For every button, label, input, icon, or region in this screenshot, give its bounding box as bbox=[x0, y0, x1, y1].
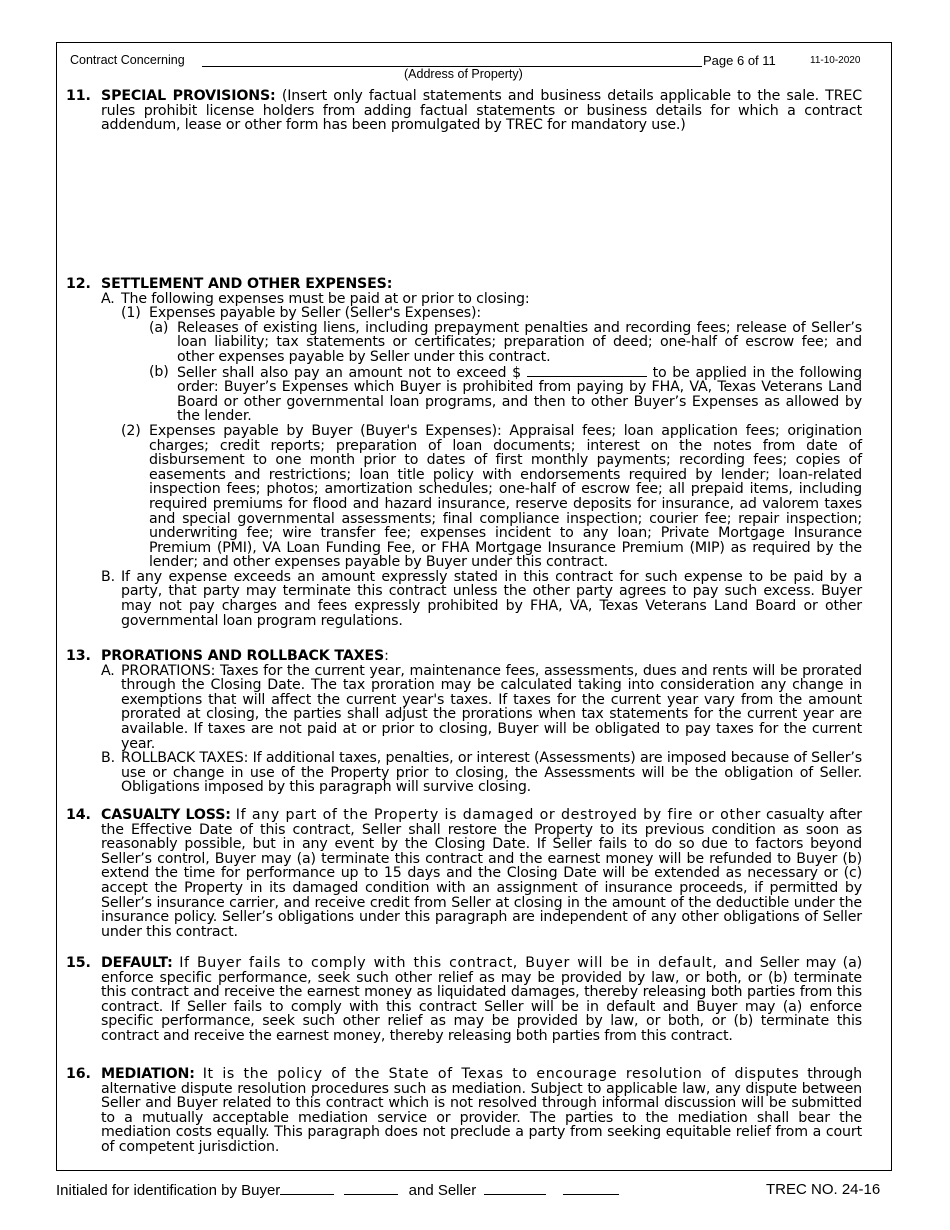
paragraph-12a2: Expenses payable by Buyer (Buyer's Expenses): Appraisal fees; loan application fees; origination charges; credit reports; preparation of loan documents; interest on the notes from date of disbursement to one month prior to dates of first monthly payments; recording fees; copies of easements and restrictions; loan title policy with endorsements required by lender; loan-related inspection fees; photos; amortization schedules; one-half of escrow fee; all prepaid items, including required premiums for flood and hazard insurance, reserve deposits for insurance, ad valorem taxes and special governmental assessments; final compliance inspection; courier fee; repair inspection; underwriting fee; wire transfer fee; expenses incident to any loan; Private Mortgage Insurance Premium (PMI), VA Loan Funding Fee, or FHA Mortgage Insurance Premium (MIP) as required by the lender; and other expenses payable by Buyer under this contract. bbox=[149, 422, 862, 571]
section-number: 13. bbox=[66, 648, 91, 664]
section-title: CASUALTY LOSS: bbox=[101, 807, 231, 823]
paragraph-13a: PRORATIONS: Taxes for the current year, maintenance fees, assessments, dues and rents will be prorated through the Closing Date. The tax proration may be calculated taking into consideration any change in exemptions that will affect the current year's taxes. If taxes for the current year vary from the amount prorated at closing, the parties shall adjust the prorations when tax statements for the current year are available. If taxes are not paid at or prior to closing, Buyer will be obligated to pay taxes for the current year. bbox=[121, 662, 862, 752]
section-16: 16. MEDIATION: It is the policy of the State of Texas to encourage resolution of disputes through alternative dispute resolution procedures such as mediation. Subject to applicable law, any dispute between Seller and Buyer related to this contract which is not resolved through informal discussion will be submitted to a mutually acceptable mediation service or provider. The parties to the mediation shall bear the mediation costs equally. This paragraph does not preclude a party from seeking equitable relief from a court of competent jurisdiction. bbox=[66, 1066, 862, 1155]
buyer-initial-1[interactable] bbox=[280, 1181, 334, 1195]
section-number: 16. bbox=[66, 1066, 91, 1082]
paragraph-12a1a: Releases of existing liens, including prepayment penalties and recording fees; release of Seller’s loan liability; tax statements or certificates; preparation of deed; one-half of escrow fee; and other expenses payable by Seller under this contract. bbox=[177, 319, 862, 365]
section-12: 12. SETTLEMENT AND OTHER EXPENSES: A. The following expenses must be paid at or prior to closing: (1) Expenses payable by Seller (Seller's Expenses): (a) Releases of existing liens, including prepayment penalties and recording fees; release of Seller’s loan liability; tax statements or certificates; preparation of deed; one-half of escrow fee; and other expenses payable by Seller under this contract. (b) Seller shall also pay an amount not to exceed $ to be applied in the following order: Buyer’s Expenses which Buyer is prohibited from paying by FHA, VA, Texas Veterans Land Board or other governmental loan programs, and then to other Buyer’s Expenses as allowed by the lender. (2) Expenses payable by Buyer (Buyer's Expenses): Appraisal fees; loan application fees; origination charges; credit reports; preparation of loan documents; interest on the notes from date of disbursement to one month prior to dates of first monthly payments; recording fees; copies of easements and restrictions; loan title policy with endorsements required by lender; loan-related inspection fees; photos; amortization schedules; one-half of escrow fee; all prepaid items, including required premiums for flood and hazard insurance, reserve deposits for insurance, ad valorem taxes and special governmental assessments; final compliance inspection; courier fee; repair inspection; underwriting fee; wire transfer fee; expenses incident to any loan; Private Mortgage Insurance Premium (PMI), VA Loan Funding Fee, or FHA Mortgage Insurance Premium (MIP) as required by the lender; and other expenses payable by Buyer under this contract. B. If any expense exceeds an amount expressly stated in this contract for such expense to be paid by a party, that party may terminate this contract unless the other party agrees to pay such excess. Buyer may not pay charges and fees expressly prohibited by FHA, VA, Texas Veterans Land Board or other governmental loan program regulations. bbox=[66, 276, 862, 629]
section-title: DEFAULT: bbox=[101, 955, 173, 971]
paragraph-13b: ROLLBACK TAXES: If additional taxes, penalties, or interest (Assessments) are imposed because of Seller’s use or change in use of the Property prior to closing, the Assessments will be the obligation of Seller. Obligations imposed by this paragraph will survive closing. bbox=[121, 750, 862, 796]
paragraph-12a1b: Seller shall also pay an amount not to exceed $ to be applied in the following order: Buyer’s Expenses which Buyer is prohibited from paying by FHA, VA, Texas Veterans Land Board or other governmental loan programs, and then to other Buyer’s Expenses as allowed by the lender. bbox=[177, 364, 862, 425]
section-title: PRORATIONS AND ROLLBACK TAXES bbox=[101, 648, 385, 664]
paragraph-12b: If any expense exceeds an amount expressly stated in this contract for such expense to be paid by a party, that party may terminate this contract unless the other party agrees to pay such excess. Buyer may not pay charges and fees expressly prohibited by FHA, VA, Texas Veterans Land Board or other governmental loan program regulations. bbox=[121, 568, 862, 629]
section-13: 13. PRORATIONS AND ROLLBACK TAXES: A. PRORATIONS: Taxes for the current year, maintenance fees, assessments, dues and rents will be prorated through the Closing Date. The tax proration may be calculated taking into consideration any change in exemptions that will affect the current year's taxes. If taxes for the current year vary from the amount prorated at closing, the parties shall adjust the prorations when tax statements for the current year are available. If taxes are not paid at or prior to closing, Buyer will be obligated to pay taxes for the current year. B. ROLLBACK TAXES: If additional taxes, penalties, or interest (Assessments) are imposed because of Seller’s use or change in use of the Property prior to closing, the Assessments will be the obligation of Seller. Obligations imposed by this paragraph will survive closing. bbox=[66, 648, 862, 796]
initials-row bbox=[56, 1181, 619, 1199]
section-text: (Insert only factual statements and business details applicable to the sale. TREC rules prohibit license holders from adding factual statements or business details for which a contract addendum, lease or other form has been promulgated by TREC for mandatory use.) bbox=[101, 88, 862, 134]
seller-initial-1[interactable] bbox=[484, 1181, 546, 1195]
section-text: Seller may (a) enforce specific performance, seek such other relief as may be provided by law, or both, or (b) terminate this contract and receive the earnest money as liquidated damages, thereby releasing both parties from this contract. If Seller fails to comply with this contract Seller will be in default and Buyer may (a) enforce specific performance, seek such other relief as may be provided by law, or both, or (b) terminate this contract and receive the earnest money, thereby releasing both parties from this contract. bbox=[101, 955, 862, 1044]
paragraph-12a: The following expenses must be paid at or prior to closing: bbox=[121, 290, 530, 307]
initialed-buyer-label: Initialed for identification by Buyer bbox=[56, 1182, 281, 1199]
and-seller-label: and Seller bbox=[408, 1182, 477, 1199]
section-title: MEDIATION: bbox=[101, 1066, 195, 1082]
contract-concerning-label: Contract Concerning bbox=[70, 53, 185, 67]
section-title: SETTLEMENT AND OTHER EXPENSES: bbox=[101, 276, 393, 292]
seller-amount-field[interactable] bbox=[527, 365, 647, 377]
buyer-initial-2[interactable] bbox=[344, 1181, 398, 1195]
form-date: 11-10-2020 bbox=[810, 55, 861, 66]
section-title: SPECIAL PROVISIONS: bbox=[101, 88, 276, 104]
section-number: 14. bbox=[66, 807, 91, 823]
section-text: through alternative dispute resolution procedures such as mediation. Subject to applicable law, any dispute between Seller and Buyer related to this contract which is not resolved through informal discussion will be submitted to a mutually acceptable mediation service or provider. The parties to the mediation shall bear the mediation costs equally. This paragraph does not preclude a party from seeking equitable relief from a court of competent jurisdiction. bbox=[101, 1066, 862, 1155]
trec-number: TREC NO. 24-16 bbox=[766, 1181, 881, 1198]
address-caption: (Address of Property) bbox=[404, 67, 523, 81]
section-14: 14. CASUALTY LOSS: If any part of the Property is damaged or destroyed by fire or other casualty after the Effective Date of this contract, Seller shall restore the Property to its previous condition as soon as reasonably possible, but in any event by the Closing Date. If Seller fails to do so due to factors beyond Seller’s control, Buyer may (a) terminate this contract and the earnest money will be refunded to Buyer (b) extend the time for performance up to 15 days and the Closing Date will be extended as necessary or (c) accept the Property in its damaged condition with an assignment of insurance proceeds, if permitted by Seller’s insurance carrier, and receive credit from Seller at closing in the amount of the deductible under the insurance policy. Seller’s obligations under this paragraph are independent of any other obligations of Seller under this contract. bbox=[66, 807, 862, 940]
section-11 bbox=[66, 89, 862, 133]
section-number: 12. bbox=[66, 276, 91, 292]
section-number: 11. bbox=[66, 88, 91, 104]
section-number: 15. bbox=[66, 955, 91, 971]
section-text: casualty after the Effective Date of this contract, Seller shall restore the Property to its previous condition as soon as reasonably possible, but in any event by the Closing Date. If Seller fails to do so due to factors beyond Seller’s control, Buyer may (a) terminate this contract and the earnest money will be refunded to Buyer (b) extend the time for performance up to 15 days and the Closing Date will be extended as necessary or (c) accept the Property in its damaged condition with an assignment of insurance proceeds, if permitted by Seller’s insurance carrier, and receive credit from Seller at closing in the amount of the deductible under the insurance policy. Seller’s obligations under this paragraph are independent of any other obligations of Seller under this contract. bbox=[101, 807, 862, 940]
seller-initial-2[interactable] bbox=[563, 1181, 619, 1195]
paragraph-12a1: Expenses payable by Seller (Seller's Expenses): bbox=[149, 305, 482, 322]
section-15: 15. DEFAULT: If Buyer fails to comply with this contract, Buyer will be in default, and Seller may (a) enforce specific performance, seek such other relief as may be provided by law, or both, or (b) terminate this contract and receive the earnest money as liquidated damages, thereby releasing both parties from this contract. If Seller fails to comply with this contract Seller will be in default and Buyer may (a) enforce specific performance, seek such other relief as may be provided by law, or both, or (b) terminate this contract and receive the earnest money, thereby releasing both parties from this contract. bbox=[66, 955, 862, 1044]
page-number: Page 6 of 11 bbox=[703, 53, 776, 68]
